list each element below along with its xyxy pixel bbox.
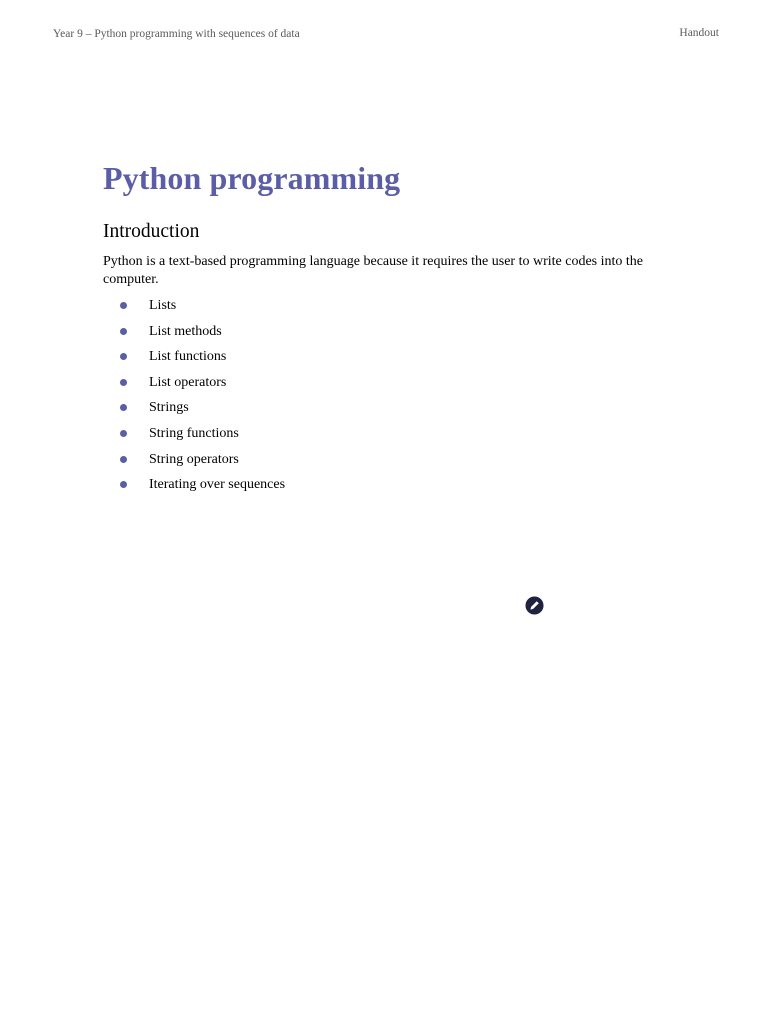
list-item-label: String operators bbox=[149, 451, 239, 467]
bullet-icon bbox=[120, 456, 127, 463]
list-item bbox=[103, 425, 663, 451]
list-item bbox=[103, 399, 663, 425]
page-title: Python programming bbox=[103, 160, 401, 196]
list-item-label: String functions bbox=[149, 425, 239, 441]
list-item-label: Strings bbox=[149, 400, 189, 416]
list-item bbox=[103, 374, 663, 400]
bullet-icon bbox=[120, 481, 127, 488]
intro-paragraph: Python is a text-based programming language because it requires the user to write codes into the computer. bbox=[103, 254, 644, 287]
bullet-icon bbox=[120, 353, 127, 360]
document-body bbox=[103, 158, 663, 502]
pencil-edit-icon[interactable] bbox=[525, 596, 544, 615]
bullet-icon bbox=[120, 302, 127, 309]
bullet-icon bbox=[120, 328, 127, 335]
bullet-icon bbox=[120, 404, 127, 411]
section-heading: Introduction bbox=[103, 221, 200, 242]
list-item-label: List operators bbox=[149, 374, 227, 390]
list-item bbox=[103, 348, 663, 374]
list-item-label: List methods bbox=[149, 323, 222, 339]
header-course-title: Year 9 – Python programming with sequences of data bbox=[53, 28, 300, 40]
bullet-icon bbox=[120, 430, 127, 437]
list-item bbox=[103, 451, 663, 477]
list-item bbox=[103, 476, 663, 502]
list-item-label: Lists bbox=[149, 298, 177, 313]
list-item-label: Iterating over sequences bbox=[149, 477, 286, 493]
bullet-icon bbox=[120, 379, 127, 386]
header-doc-type: Handout bbox=[679, 27, 719, 39]
list-item-label: List functions bbox=[149, 349, 227, 365]
topic-list bbox=[103, 297, 663, 502]
list-item bbox=[103, 323, 663, 349]
list-item bbox=[103, 297, 663, 323]
